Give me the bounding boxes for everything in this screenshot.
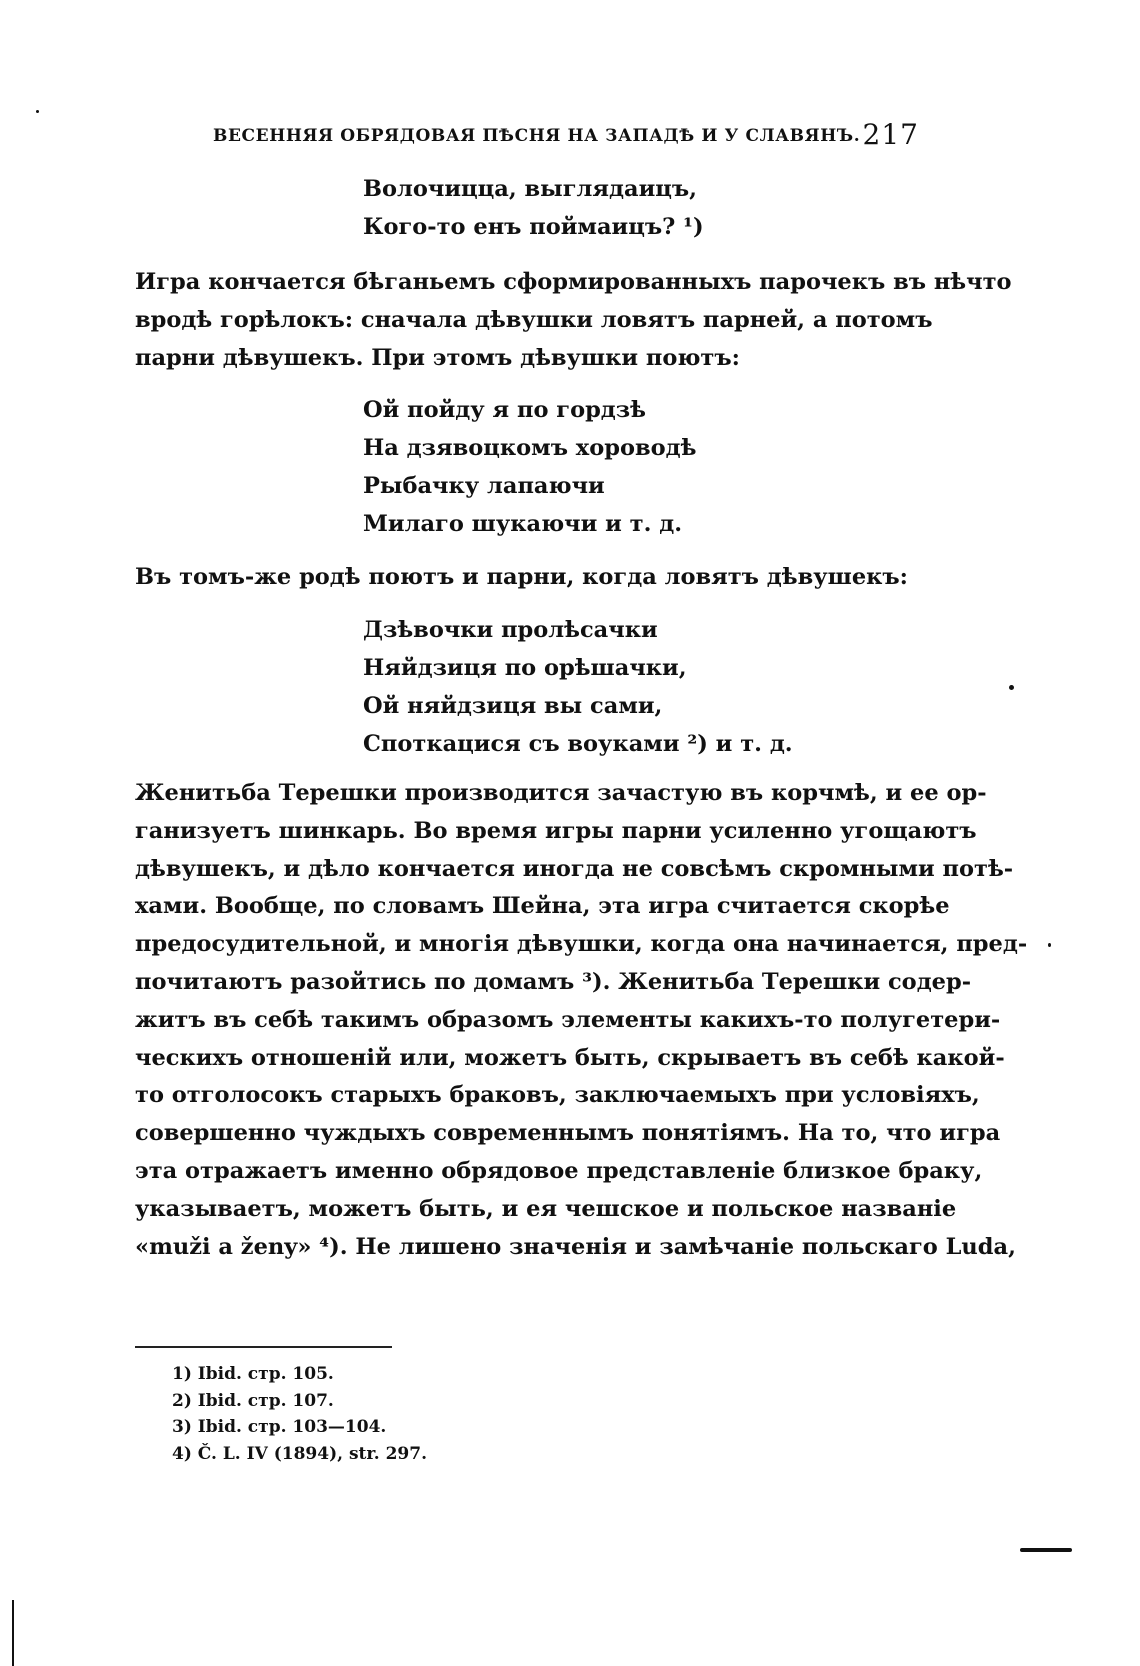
footnote: 3) Ibid. стр. 103—104. xyxy=(172,1417,387,1437)
text-line: почитаютъ разойтись по домамъ ³). Женитьба Терешки содер- xyxy=(135,968,972,995)
text-line: Въ томъ-же родѣ поютъ и парни, когда ловятъ дѣвушекъ: xyxy=(135,564,908,590)
verse-line: На дзявоцкомъ хороводѣ xyxy=(363,435,697,461)
text-line: Женитьба Терешки производится зачастую въ корчмѣ, и ее ор- xyxy=(135,780,987,806)
footnote: 2) Ibid. стр. 107. xyxy=(172,1390,334,1411)
verse-line: Кого-то енъ поймаицъ? ¹) xyxy=(363,214,704,240)
text-line: ческихъ отношеній или, можетъ быть, скрываетъ въ себѣ какой- xyxy=(135,1044,1005,1071)
text-line: ганизуетъ шинкарь. Во время игры парни усиленно угощаютъ xyxy=(135,817,977,844)
scan-speck xyxy=(36,110,39,113)
verse-block-2 xyxy=(363,391,696,543)
verse-line: Волочицца, выглядаицъ, xyxy=(363,176,697,202)
text-line: предосудительной, и многія дѣвушки, когда она начинается, пред- xyxy=(135,931,1028,958)
scan-speck xyxy=(1048,943,1051,947)
text-line: то отголосокъ старыхъ браковъ, заключаемыхъ при условіяхъ, xyxy=(135,1082,980,1109)
paragraph-1 xyxy=(135,264,1012,377)
verse-line: Ой пойду я по гордзѣ xyxy=(363,397,646,423)
footnote-separator xyxy=(135,1346,392,1348)
text-line: дѣвушекъ, и дѣло кончается иногда не совсѣмъ скромными потѣ- xyxy=(135,855,1014,882)
footnotes xyxy=(172,1361,427,1467)
verse-block-3 xyxy=(363,611,793,763)
scan-smudge xyxy=(1020,1548,1072,1552)
text-line: указываетъ, можетъ быть, и ея чешское и польское названіе xyxy=(135,1195,957,1222)
text-line: вродѣ горѣлокъ: сначала дѣвушки ловятъ парней, а потомъ xyxy=(135,306,933,333)
running-head: ВЕСЕННЯЯ ОБРЯДОВАЯ ПѢСНЯ НА ЗАПАДѢ И У СЛАВЯНЪ. xyxy=(213,126,861,146)
verse-line: Милаго шукаючи и т. д. xyxy=(363,511,683,537)
verse-line: Дзѣвочки пролѣсачки xyxy=(363,617,658,643)
text-line: Игра кончается бѣганьемъ сформированныхъ парочекъ въ нѣчто xyxy=(135,269,1012,295)
paragraph-3 xyxy=(135,775,1028,1266)
page-number: 217 xyxy=(862,118,919,151)
verse-line: Рыбачку лапаючи xyxy=(363,473,605,499)
text-line: хами. Вообще, по словамъ Шейна, эта игра считается скорѣе xyxy=(135,893,950,920)
scan-edge-line xyxy=(12,1600,14,1666)
verse-block-1 xyxy=(363,170,704,246)
text-line: совершенно чуждыхъ современнымъ понятіямъ. На то, что игра xyxy=(135,1120,1001,1147)
verse-line: Ой няйдзиця вы сами, xyxy=(363,693,663,719)
footnote: 1) Ibid. стр. 105. xyxy=(172,1364,334,1384)
paragraph-2 xyxy=(135,559,919,597)
text-line: эта отражаетъ именно обрядовое представленіе близкое браку, xyxy=(135,1157,983,1184)
text-line: парни дѣвушекъ. При этомъ дѣвушки поютъ: xyxy=(135,344,740,371)
page-header xyxy=(213,118,919,158)
text-line: «muži a ženy» ⁴). Не лишено значенія и замѣчаніе польскаго Luda, xyxy=(135,1233,1016,1260)
verse-line: Споткацися съ воуками ²) и т. д. xyxy=(363,731,793,757)
footnote: 4) Č. L. IV (1894), str. 297. xyxy=(172,1443,428,1464)
text-line: житъ въ себѣ такимъ образомъ элементы какихъ-то полугетери- xyxy=(135,1006,1001,1033)
verse-line: Няйдзиця по орѣшачки, xyxy=(363,655,687,681)
scan-speck xyxy=(1009,685,1014,690)
